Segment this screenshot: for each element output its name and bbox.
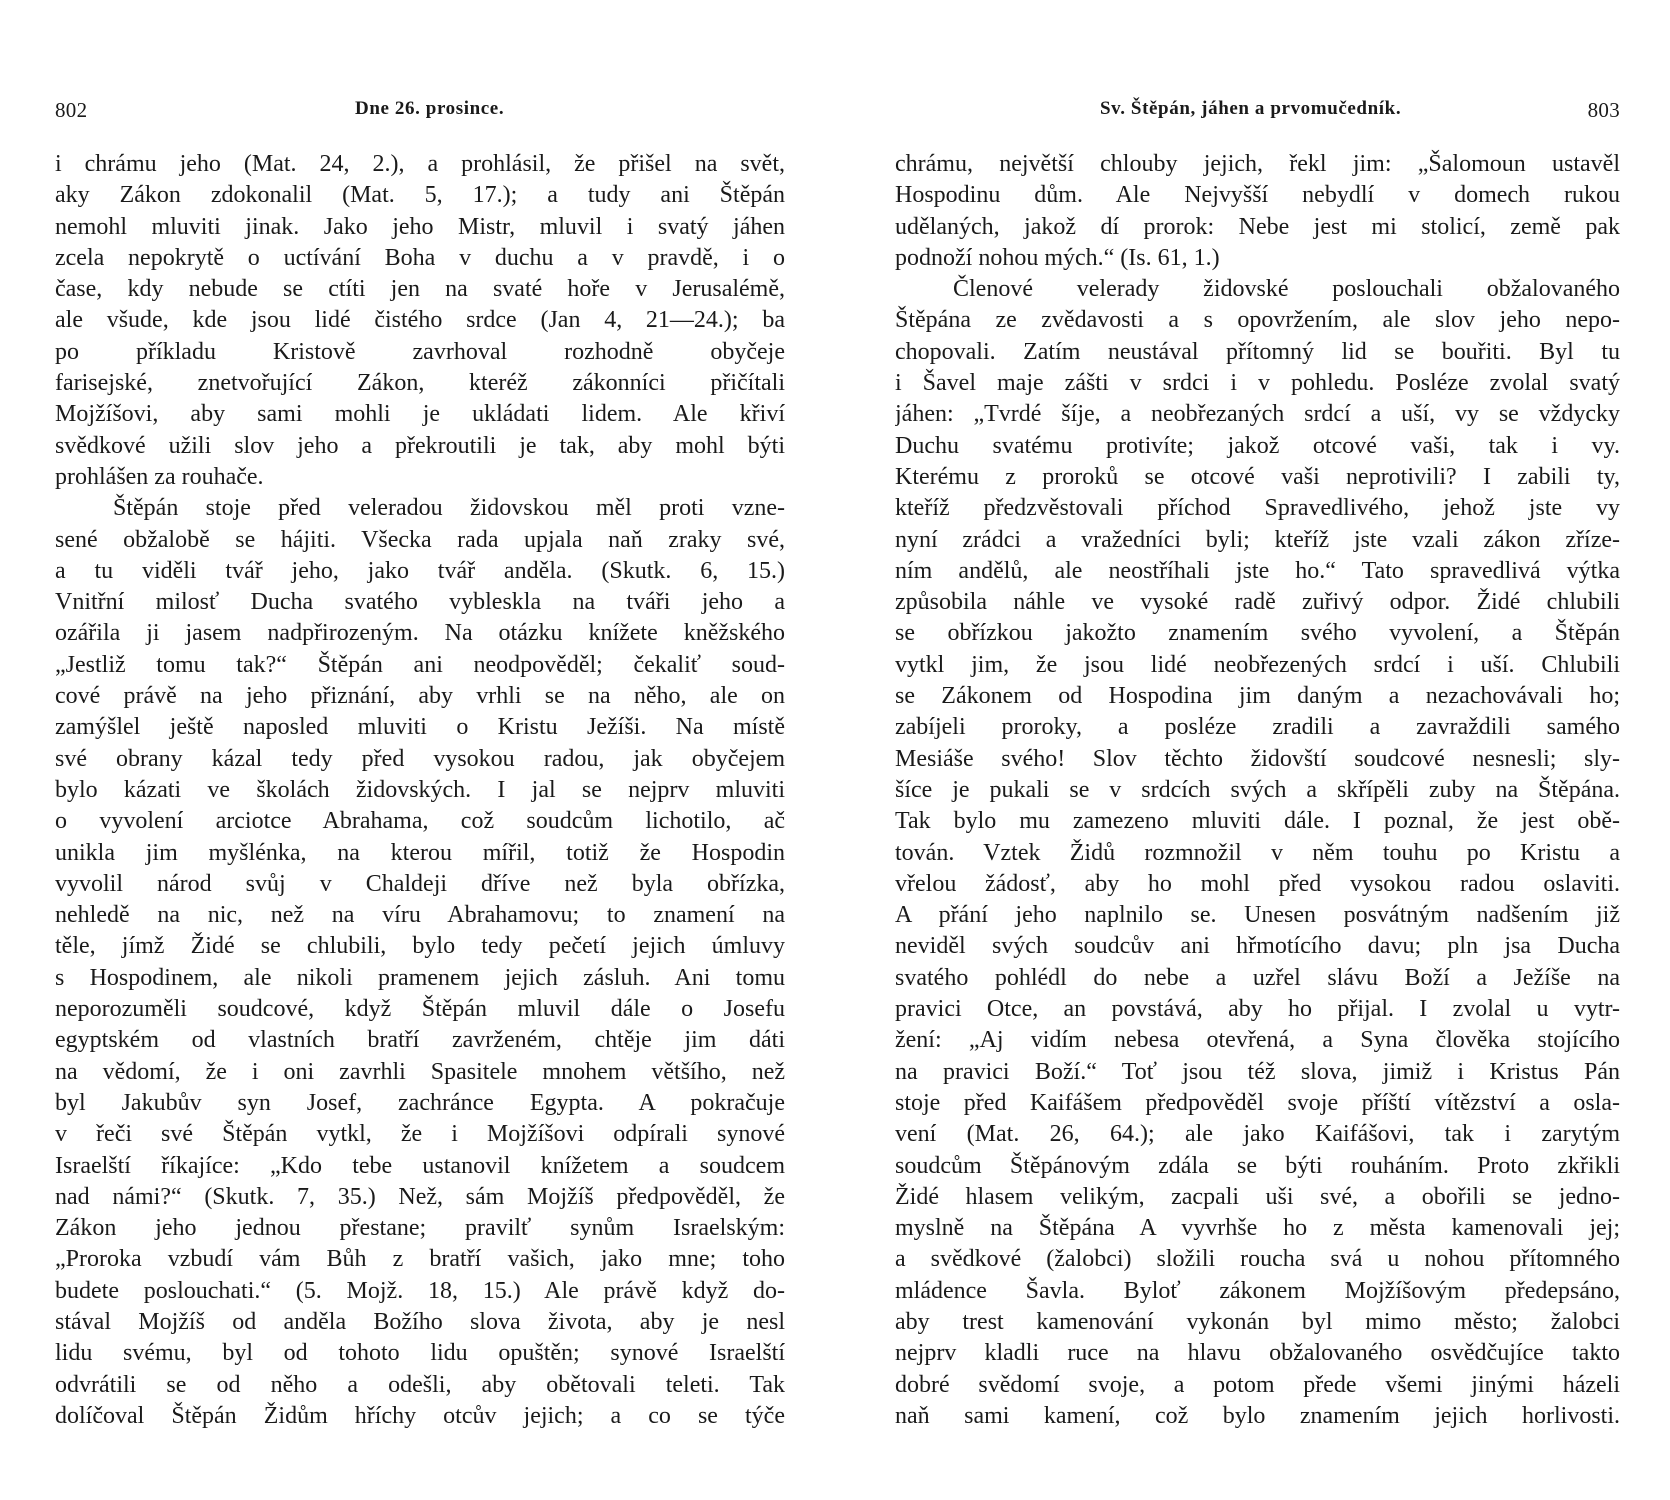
text-line: cové právě na jeho přiznání, aby vrhli se na něho, ale on	[55, 683, 785, 710]
text-line: naň sami kamení, což bylo znamením jejich horlivosti.	[895, 1402, 1620, 1429]
text-line: ním andělů, ale neostříhali jste ho.“ Tato spravedlivá výtka	[895, 557, 1620, 584]
text-line: vení (Mat. 26, 64.); ale jako Kaifášovi, tak i zarytým	[895, 1121, 1620, 1148]
text-line: čase, kdy nebude se ctíti jen na svaté hoře v Jerusalémě,	[55, 276, 785, 303]
text-line: v řeči své Štěpán vytkl, že i Mojžíšovi odpírali synové	[55, 1121, 785, 1148]
text-line: myslně na Štěpána A vyvrhše ho z města kamenovali jej;	[895, 1215, 1620, 1242]
text-line: Členové velerady židovské poslouchali obžalovaného	[953, 276, 1620, 303]
text-line: se Zákonem od Hospodina jim daným a nezachovávali ho;	[895, 683, 1620, 710]
left-page	[55, 0, 785, 1500]
text-line: Židé hlasem velikým, zacpali uši své, a obořili se jedno-	[895, 1183, 1620, 1210]
left-page-header	[55, 98, 785, 124]
text-line: Štěpán stoje před veleradou židovskou měl proti vzne-	[113, 495, 785, 522]
text-line: byl Jakubův syn Josef, zachránce Egypta. A pokračuje	[55, 1089, 785, 1116]
text-line: po příkladu Kristově zavrhoval rozhodně obyčeje	[55, 338, 785, 365]
text-line: ale všude, kde jsou lidé čistého srdce (Jan 4, 21—24.); ba	[55, 307, 785, 334]
text-line: zamýšlel ještě naposled mluviti o Kristu Ježíši. Na místě	[55, 714, 785, 741]
text-line: Zákon jeho jednou přestane; pravilť synům Israelským:	[55, 1215, 785, 1242]
text-line: neporozuměli soudcové, když Štěpán mluvil dále o Josefu	[55, 996, 785, 1023]
text-line: žení: „Aj vidím nebesa otevřená, a Syna člověka stojícího	[895, 1027, 1620, 1054]
text-line: své obrany kázal tedy před vysokou radou, jak obyčejem	[55, 745, 785, 772]
text-line: se obřízkou jakožto znamením svého vyvolení, a Štěpán	[895, 620, 1620, 647]
text-line: vřelou žádosť, aby ho mohl před vysokou radou oslaviti.	[895, 870, 1620, 897]
text-line: Štěpána ze zvědavosti a s opovržením, ale slov jeho nepo-	[895, 307, 1620, 334]
text-line: egyptském od vlastních bratří zavrženém, chtěje jim dáti	[55, 1027, 785, 1054]
left-running-title: Dne 26. prosince.	[355, 98, 505, 119]
right-page-number: 803	[1587, 98, 1620, 122]
text-line: a tu viděli tvář jeho, jako tvář anděla. (Skutk. 6, 15.)	[55, 557, 785, 584]
right-page-header	[895, 98, 1620, 124]
text-line: Mesiáše svého! Slov těchto židovští soudcové nesnesli; sly-	[895, 745, 1620, 772]
text-line: prohlášen za rouhače.	[55, 463, 264, 490]
left-page-text	[55, 149, 785, 1432]
text-line: zabíjeli proroky, a posléze zradili a zavraždili samého	[895, 714, 1620, 741]
text-line: vytkl jim, že jsou lidé neobřezených srdcí i uší. Chlubili	[895, 651, 1620, 678]
text-line: stával Mojžíš od anděla Božího slova života, aby je nesl	[55, 1308, 785, 1335]
text-line: svatého pohlédl do nebe a uzřel slávu Boží a Ježíše na	[895, 964, 1620, 991]
left-page-number: 802	[55, 98, 88, 122]
right-page	[895, 0, 1620, 1500]
text-line: udělaných, jakož dí prorok: Nebe jest mi stolicí, země pak	[895, 213, 1620, 240]
text-line: o vyvolení arciotce Abrahama, což soudcům lichotilo, ač	[55, 808, 785, 835]
text-line: ozářila ji jasem nadpřirozeným. Na otázku knížete kněžského	[55, 620, 785, 647]
text-line: Duchu svatému protivíte; jakož otcové vaši, tak i vy.	[895, 432, 1620, 459]
text-line: budete poslouchati.“ (5. Mojž. 18, 15.) Ale právě když do-	[55, 1277, 785, 1304]
text-line: dobré svědomí svoje, a potom přede všemi jinými házeli	[895, 1371, 1620, 1398]
text-line: „Proroka vzbudí vám Bůh z bratří vašich, jako mne; toho	[55, 1246, 785, 1273]
text-line: Israelští říkajíce: „Kdo tebe ustanovil knížetem a soudcem	[55, 1152, 785, 1179]
text-line: způsobila náhle ve vysoké radě zuřivý odpor. Židé chlubili	[895, 589, 1620, 616]
text-line: těle, jímž Židé se chlubili, bylo tedy pečetí jejich úmluvy	[55, 933, 785, 960]
text-line: Hospodinu dům. Ale Nejvyšší nebydlí v domech rukou	[895, 182, 1620, 209]
text-line: i Šavel maje zášti v srdci i v pohledu. Posléze zvolal svatý	[895, 370, 1620, 397]
text-line: nehledě na nic, než na víru Abrahamovu; to znamení na	[55, 902, 785, 929]
text-line: unikla jim myšlénka, na kterou mířil, totiž že Hospodin	[55, 839, 785, 866]
text-line: Tak bylo mu zamezeno mluviti dále. I poznal, že jest obě-	[895, 808, 1620, 835]
text-line: svědkové užili slov jeho a překroutili je tak, aby mohl býti	[55, 432, 785, 459]
text-line: lidu svému, byl od tohoto lidu opuštěn; synové Israelští	[55, 1340, 785, 1367]
text-line: chopovali. Zatím neustával přítomný lid se bouřiti. Byl tu	[895, 338, 1620, 365]
text-line: aky Zákon zdokonalil (Mat. 5, 17.); a tudy ani Štěpán	[55, 182, 785, 209]
text-line: A přání jeho naplnilo se. Unesen posvátným nadšením již	[895, 902, 1620, 929]
text-line: neviděl svých soudcův ani hřmotícího davu; pln jsa Ducha	[895, 933, 1620, 960]
text-line: odvrátili se od něho a odešli, aby obětovali teleti. Tak	[55, 1371, 785, 1398]
text-line: nejprv kladli ruce na hlavu obžalovaného osvědčujíce takto	[895, 1340, 1620, 1367]
text-line: Kterému z proroků se otcové vaši neprotivili? I zabili ty,	[895, 463, 1620, 490]
text-line: „Jestliž tomu tak?“ Štěpán ani neodpověděl; čekaliť soud-	[55, 651, 785, 678]
text-line: farisejské, znetvořující Zákon, kteréž zákonníci přičítali	[55, 370, 785, 397]
text-line: aby trest kamenování vykonán byl mimo město; žalobci	[895, 1308, 1620, 1335]
text-line: i chrámu jeho (Mat. 24, 2.), a prohlásil, že přišel na svět,	[55, 151, 785, 177]
text-line: Mojžíšovi, aby sami mohli je ukládati lidem. Ale křiví	[55, 401, 785, 428]
text-line: nad námi?“ (Skutk. 7, 35.) Než, sám Mojžíš předpověděl, že	[55, 1183, 785, 1210]
text-line: zcela nepokrytě o uctívání Boha v duchu a v pravdě, i o	[55, 244, 785, 271]
text-line: kteříž předzvěstovali příchod Spravedlivého, jehož jste vy	[895, 495, 1620, 522]
text-line: dolíčoval Štěpán Židům hříchy otcův jejich; a co se týče	[55, 1402, 785, 1429]
text-line: podnoží nohou mých.“ (Is. 61, 1.)	[895, 244, 1220, 271]
text-line: a svědkové (žalobci) složili roucha svá u nohou přítomného	[895, 1246, 1620, 1273]
text-line: jáhen: „Tvrdé šíje, a neobřezaných srdcí a uší, vy se vždycky	[895, 401, 1620, 428]
text-line: nemohl mluviti jinak. Jako jeho Mistr, mluvil i svatý jáhen	[55, 213, 785, 240]
right-page-text	[895, 149, 1620, 1432]
text-line: na vědomí, že i oni zavrhli Spasitele mnohem většího, než	[55, 1058, 785, 1085]
text-line: šíce je pukali se v srdcích svých a skřípěli zuby na Štěpána.	[895, 776, 1620, 803]
text-line: Vnitřní milosť Ducha svatého vybleskla na tváři jeho a	[55, 589, 785, 616]
text-line: stoje před Kaifášem předpověděl svoje příští vítězství a osla-	[895, 1089, 1620, 1116]
text-line: tován. Vztek Židů rozmnožil v něm touhu po Kristu a	[895, 839, 1620, 866]
right-running-title: Sv. Štěpán, jáhen a prvomučedník.	[1100, 98, 1402, 119]
text-line: s Hospodinem, ale nikoli pramenem jejich zásluh. Ani tomu	[55, 964, 785, 991]
text-line: soudcům Štěpánovým zdála se býti rouháním. Proto zkřikli	[895, 1152, 1620, 1179]
text-line: mládence Šavla. Byloť zákonem Mojžíšovým předepsáno,	[895, 1277, 1620, 1304]
text-line: sené obžalobě se hájiti. Všecka rada upjala naň zraky své,	[55, 526, 785, 553]
text-line: pravici Otce, an povstává, aby ho přijal. I zvolal u vytr-	[895, 996, 1620, 1023]
text-line: vyvolil národ svůj v Chaldeji dříve než byla obřízka,	[55, 870, 785, 897]
text-line: nyní zrádci a vražedníci byli; kteříž jste vzali zákon zřízе-	[895, 526, 1620, 553]
text-line: na pravici Boží.“ Toť jsou též slova, jimiž i Kristus Pán	[895, 1058, 1620, 1085]
text-line: bylo kázati ve školách židovských. I jal se nejprv mluviti	[55, 776, 785, 803]
text-line: chrámu, největší chlouby jejich, řekl jim: „Šalomoun ustavěl	[895, 151, 1620, 177]
